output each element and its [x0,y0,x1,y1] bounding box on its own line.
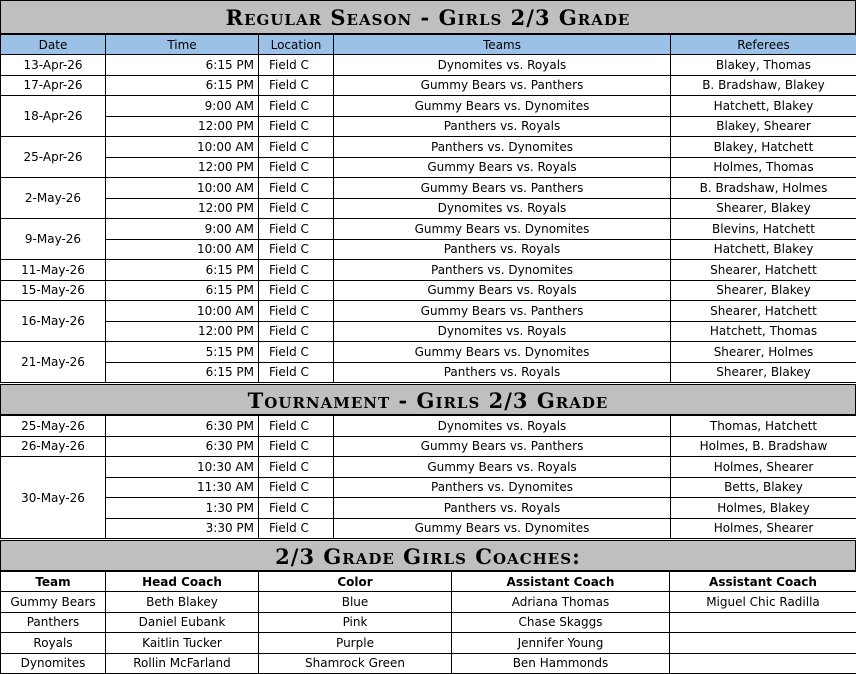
time-cell: 11:30 AM [106,477,259,498]
schedule-row [1,260,856,281]
time-cell: 10:30 AM [106,457,259,478]
schedule-row [1,178,856,199]
date-cell: 16-May-26 [1,301,106,342]
date-cell: 13-Apr-26 [1,55,106,76]
schedule-row [1,342,856,363]
location-cell: Field C [259,301,334,322]
time-cell: 5:15 PM [106,342,259,363]
color-cell: Purple [259,633,452,654]
location-cell: Field C [259,239,334,260]
date-cell: 11-May-26 [1,260,106,281]
head-coach-cell: Beth Blakey [106,592,259,613]
location-cell: Field C [259,457,334,478]
teams-cell: Gummy Bears vs. Royals [334,457,671,478]
location-cell: Field C [259,416,334,437]
date-cell: 9-May-26 [1,219,106,260]
teams-cell: Gummy Bears vs. Dynomites [334,219,671,240]
teams-cell: Panthers vs. Dynomites [334,137,671,158]
color-cell: Pink [259,612,452,633]
location-cell: Field C [259,219,334,240]
referees-cell: B. Bradshaw, Blakey [671,75,856,96]
location-cell: Field C [259,362,334,383]
team-cell: Dynomites [1,653,106,674]
time-cell: 6:15 PM [106,260,259,281]
date-cell: 15-May-26 [1,280,106,301]
head-coach-cell: Daniel Eubank [106,612,259,633]
header-team: Team [1,572,106,592]
location-cell: Field C [259,477,334,498]
regular-season-table [0,34,856,383]
tournament-row [1,477,856,498]
schedule-row [1,137,856,158]
date-cell: 25-Apr-26 [1,137,106,178]
time-cell: 6:15 PM [106,75,259,96]
teams-cell: Gummy Bears vs. Dynomites [334,518,671,539]
location-cell: Field C [259,280,334,301]
time-cell: 6:15 PM [106,280,259,301]
header-color: Color [259,572,452,592]
assistant-coach-2-cell [670,653,856,674]
location-cell: Field C [259,498,334,519]
referees-cell: Holmes, Blakey [671,498,856,519]
referees-cell: Shearer, Blakey [671,362,856,383]
schedule-row [1,321,856,342]
location-cell: Field C [259,137,334,158]
schedule-row [1,301,856,322]
referees-cell: Hatchett, Blakey [671,239,856,260]
schedule-row [1,96,856,117]
referees-cell: Shearer, Holmes [671,342,856,363]
header-head-coach: Head Coach [106,572,259,592]
team-cell: Royals [1,633,106,654]
location-cell: Field C [259,55,334,76]
referees-cell: Shearer, Blakey [671,198,856,219]
teams-cell: Dynomites vs. Royals [334,321,671,342]
team-cell: Panthers [1,612,106,633]
schedule-row [1,75,856,96]
teams-cell: Gummy Bears vs. Dynomites [334,96,671,117]
schedule-row [1,55,856,76]
date-cell: 25-May-26 [1,416,106,437]
teams-cell: Panthers vs. Royals [334,498,671,519]
tournament-row [1,436,856,457]
schedule-row [1,280,856,301]
assistant-coach-2-cell [670,612,856,633]
coach-row [1,612,856,633]
time-cell: 6:15 PM [106,362,259,383]
teams-cell: Gummy Bears vs. Panthers [334,75,671,96]
color-cell: Shamrock Green [259,653,452,674]
tournament-row [1,457,856,478]
assistant-coach-2-cell: Miguel Chic Radilla [670,592,856,613]
location-cell: Field C [259,157,334,178]
referees-cell: Blakey, Shearer [671,116,856,137]
referees-cell: Holmes, Shearer [671,457,856,478]
time-cell: 3:30 PM [106,518,259,539]
tournament-table [0,415,856,539]
referees-cell: Shearer, Blakey [671,280,856,301]
header-assistant-coach: Assistant Coach [452,572,670,592]
assistant-coach-cell: Jennifer Young [452,633,670,654]
time-cell: 12:00 PM [106,116,259,137]
teams-cell: Gummy Bears vs. Dynomites [334,342,671,363]
date-cell: 18-Apr-26 [1,96,106,137]
teams-cell: Panthers vs. Royals [334,239,671,260]
referees-cell: Hatchett, Thomas [671,321,856,342]
teams-cell: Panthers vs. Royals [334,116,671,137]
referees-cell: Blevins, Hatchett [671,219,856,240]
referees-cell: Holmes, B. Bradshaw [671,436,856,457]
teams-cell: Dynomites vs. Royals [334,416,671,437]
referees-cell: Shearer, Hatchett [671,301,856,322]
referees-cell: B. Bradshaw, Holmes [671,178,856,199]
referees-cell: Shearer, Hatchett [671,260,856,281]
coaches-table [0,571,856,674]
teams-cell: Dynomites vs. Royals [334,198,671,219]
coach-row [1,633,856,654]
location-cell: Field C [259,260,334,281]
teams-cell: Panthers vs. Dynomites [334,260,671,281]
time-cell: 10:00 AM [106,239,259,260]
regular-season-title: Regular Season - Girls 2/3 Grade [0,0,856,34]
header-time: Time [106,35,259,55]
referees-cell: Hatchett, Blakey [671,96,856,117]
time-cell: 1:30 PM [106,498,259,519]
schedule-row [1,116,856,137]
time-cell: 12:00 PM [106,157,259,178]
date-cell: 30-May-26 [1,457,106,539]
schedule-row [1,239,856,260]
time-cell: 10:00 AM [106,301,259,322]
assistant-coach-cell: Ben Hammonds [452,653,670,674]
time-cell: 6:30 PM [106,436,259,457]
referees-cell: Blakey, Hatchett [671,137,856,158]
referees-cell: Holmes, Thomas [671,157,856,178]
coaches-header-row [1,572,856,592]
header-teams: Teams [334,35,671,55]
teams-cell: Gummy Bears vs. Royals [334,157,671,178]
location-cell: Field C [259,198,334,219]
time-cell: 6:15 PM [106,55,259,76]
date-cell: 2-May-26 [1,178,106,219]
teams-cell: Panthers vs. Royals [334,362,671,383]
date-cell: 17-Apr-26 [1,75,106,96]
location-cell: Field C [259,342,334,363]
date-cell: 21-May-26 [1,342,106,383]
assistant-coach-cell: Chase Skaggs [452,612,670,633]
regular-header-row [1,35,856,55]
header-location: Location [259,35,334,55]
time-cell: 9:00 AM [106,219,259,240]
referees-cell: Betts, Blakey [671,477,856,498]
team-cell: Gummy Bears [1,592,106,613]
referees-cell: Thomas, Hatchett [671,416,856,437]
tournament-title: Tournament - Girls 2/3 Grade [0,384,856,415]
coach-row [1,653,856,674]
schedule-row [1,362,856,383]
teams-cell: Gummy Bears vs. Royals [334,280,671,301]
color-cell: Blue [259,592,452,613]
date-cell: 26-May-26 [1,436,106,457]
location-cell: Field C [259,178,334,199]
assistant-coach-2-cell [670,633,856,654]
referees-cell: Blakey, Thomas [671,55,856,76]
location-cell: Field C [259,75,334,96]
header-referees: Referees [671,35,856,55]
location-cell: Field C [259,96,334,117]
head-coach-cell: Rollin McFarland [106,653,259,674]
time-cell: 12:00 PM [106,198,259,219]
schedule-row [1,157,856,178]
time-cell: 10:00 AM [106,178,259,199]
location-cell: Field C [259,518,334,539]
tournament-row [1,498,856,519]
tournament-row [1,416,856,437]
header-date: Date [1,35,106,55]
schedule-row [1,198,856,219]
assistant-coach-cell: Adriana Thomas [452,592,670,613]
header-assistant-coach-2: Assistant Coach [670,572,856,592]
location-cell: Field C [259,321,334,342]
referees-cell: Holmes, Shearer [671,518,856,539]
coach-row [1,592,856,613]
teams-cell: Panthers vs. Dynomites [334,477,671,498]
teams-cell: Dynomites vs. Royals [334,55,671,76]
time-cell: 9:00 AM [106,96,259,117]
teams-cell: Gummy Bears vs. Panthers [334,301,671,322]
location-cell: Field C [259,436,334,457]
time-cell: 12:00 PM [106,321,259,342]
head-coach-cell: Kaitlin Tucker [106,633,259,654]
schedule-row [1,219,856,240]
time-cell: 10:00 AM [106,137,259,158]
tournament-row [1,518,856,539]
teams-cell: Gummy Bears vs. Panthers [334,178,671,199]
coaches-title: 2/3 Grade Girls Coaches: [0,540,856,571]
time-cell: 6:30 PM [106,416,259,437]
location-cell: Field C [259,116,334,137]
teams-cell: Gummy Bears vs. Panthers [334,436,671,457]
